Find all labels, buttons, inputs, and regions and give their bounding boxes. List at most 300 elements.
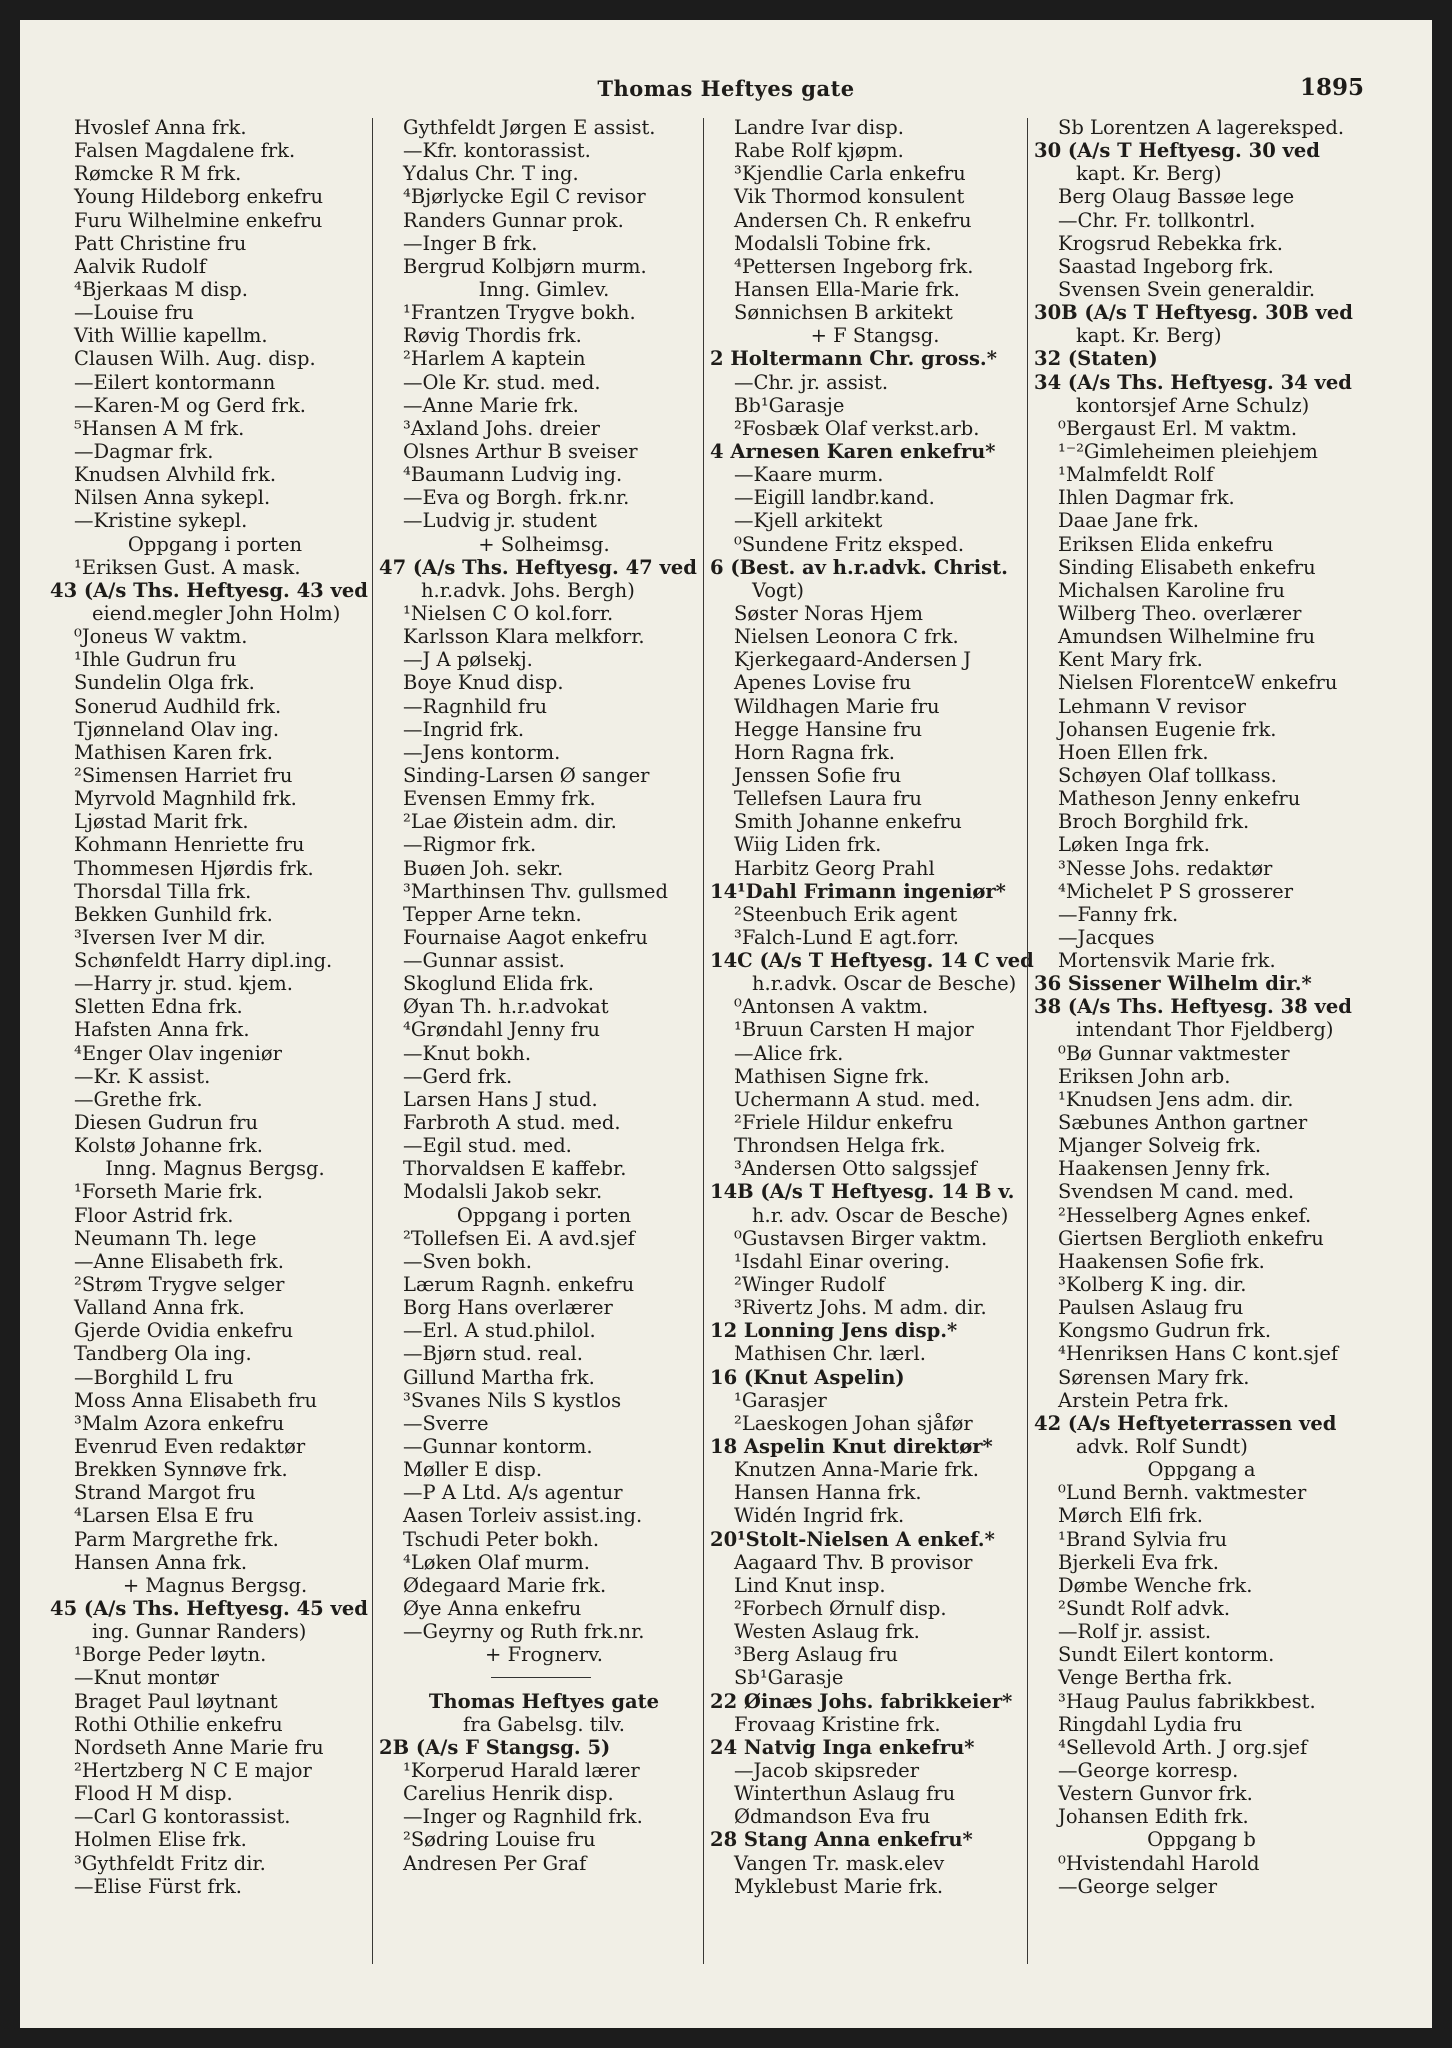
resident-entry: Daae Jane frk. — [1058, 509, 1199, 533]
resident-entry: —Eigill landbr.kand. — [734, 486, 935, 510]
resident-entry: ⁴Michelet P S grosserer — [1058, 879, 1294, 903]
resident-entry: —Karen-M og Gerd frk. — [74, 393, 306, 417]
house-number-entry: 18 Aspelin Knut direktør* — [710, 1435, 993, 1459]
house-number-entry: 14¹Dahl Frimann ingeniør* — [710, 879, 1006, 903]
resident-entry: Larsen Hans J stud. — [403, 1087, 598, 1111]
resident-entry: —Gerd frk. — [403, 1064, 513, 1088]
resident-entry: Rothi Othilie enkefru — [74, 1712, 283, 1736]
resident-entry: Jenssen Sofie fru — [734, 763, 902, 787]
house-number-entry: 20¹Stolt-Nielsen A enkef.* — [710, 1527, 995, 1551]
resident-entry: —Bjørn stud. real. — [403, 1342, 583, 1366]
resident-entry: —Gunnar kontorm. — [403, 1435, 593, 1459]
resident-entry: ²Sundt Rolf advk. — [1058, 1597, 1231, 1620]
resident-entry: —Rigmor frk. — [403, 833, 537, 857]
resident-entry: Ydalus Chr. T ing. — [403, 162, 579, 186]
resident-entry: Floor Astrid frk. — [74, 1203, 234, 1227]
resident-entry: ¹Bruun Carsten H major — [734, 1018, 974, 1042]
resident-entry: —Kjell arkitekt — [734, 509, 883, 533]
resident-entry: Holmen Elise frk. — [74, 1828, 247, 1852]
resident-entry: Buøen Joh. sekr. — [403, 856, 564, 880]
house-number-entry: 32 (Staten) — [1034, 347, 1158, 371]
resident-entry: Svendsen M cand. med. — [1058, 1180, 1295, 1204]
resident-entry: Rømcke R M frk. — [74, 162, 242, 186]
resident-entry: Braget Paul løytnant — [74, 1689, 278, 1713]
resident-entry: ⁰Sundene Fritz eksped. — [734, 532, 965, 556]
resident-entry: Widén Ingrid frk. — [734, 1504, 905, 1528]
resident-entry: Tepper Arne tekn. — [403, 902, 582, 926]
resident-entry: Mørch Elfi frk. — [1058, 1504, 1203, 1528]
resident-entry: ²Fosbæk Olaf verkst.arb. — [734, 416, 980, 440]
entry-continuation: h.r. adv. Oscar de Besche) — [752, 1203, 1009, 1227]
resident-entry: Aalvik Rudolf — [74, 254, 207, 278]
resident-entry: Aagaard Thv. B provisor — [734, 1550, 973, 1574]
resident-entry: Frovaag Kristine frk. — [734, 1712, 941, 1736]
resident-entry: —Chr. jr. assist. — [734, 370, 889, 394]
resident-entry: Kolstø Johanne frk. — [74, 1134, 263, 1158]
resident-entry: ³Kjendlie Carla enkefru — [734, 162, 966, 186]
resident-entry: Olsnes Arthur B sveiser — [403, 439, 638, 463]
resident-entry: ⁰Lund Bernh. vaktmester — [1058, 1481, 1307, 1505]
resident-entry: Knutzen Anna-Marie frk. — [734, 1458, 979, 1482]
resident-entry: Kjerkegaard-Andersen J — [734, 648, 972, 672]
resident-entry: Nielsen Leonora C frk. — [734, 625, 959, 649]
resident-entry: Evensen Emmy frk. — [403, 787, 596, 811]
resident-entry: —Jacob skipsreder — [734, 1758, 920, 1782]
resident-entry: Ihlen Dagmar frk. — [1058, 486, 1235, 510]
directory-column-2 — [379, 116, 709, 1956]
resident-entry: ³Rivertz Johs. M adm. dir. — [734, 1296, 987, 1320]
resident-entry: Kohmann Henriette fru — [74, 833, 305, 857]
resident-entry: Skoglund Elida frk. — [403, 972, 595, 996]
resident-entry: —Gunnar assist. — [403, 949, 565, 973]
resident-entry: Matheson Jenny enkefru — [1058, 787, 1301, 811]
house-number-entry: 22 Øinæs Johs. fabrikkeier* — [710, 1689, 1013, 1713]
resident-entry: Hansen Ella-Marie frk. — [734, 277, 960, 301]
resident-entry: Røvig Thordis frk. — [403, 324, 582, 348]
resident-entry: ⁴Pettersen Ingeborg frk. — [734, 254, 974, 278]
resident-entry: ¹Ihle Gudrun fru — [74, 648, 237, 672]
resident-entry: Winterthun Aslaug fru — [734, 1782, 956, 1806]
resident-entry: —Eilert kontormann — [74, 370, 276, 394]
resident-entry: ²Winger Rudolf — [734, 1273, 885, 1297]
resident-entry: Wilberg Theo. overlærer — [1058, 601, 1302, 625]
resident-entry: Sinding-Larsen Ø sanger — [403, 763, 650, 787]
resident-entry: Westen Aslaug frk. — [734, 1620, 920, 1644]
resident-entry: ²Friele Hildur enkefru — [734, 1111, 954, 1135]
resident-entry: Harbitz Georg Prahl — [734, 856, 935, 880]
house-number-entry: 42 (A/s Heftyeterrassen ved — [1034, 1411, 1337, 1435]
resident-entry: Mathisen Karen frk. — [74, 740, 273, 764]
resident-entry: ¹Forseth Marie frk. — [74, 1180, 263, 1204]
resident-entry: Saastad Ingeborg frk. — [1058, 254, 1274, 278]
resident-entry: Moss Anna Elisabeth fru — [74, 1388, 317, 1412]
resident-entry: ²Steenbuch Erik agent — [734, 902, 958, 926]
resident-entry: ³Falch-Lund E agt.forr. — [734, 925, 959, 949]
resident-entry: —Ragnhild fru — [403, 694, 548, 718]
resident-entry: Wildhagen Marie fru — [734, 694, 940, 718]
resident-entry: ¹Isdahl Einar overing. — [734, 1249, 950, 1273]
house-number-entry: 36 Sissener Wilhelm dir.* — [1034, 972, 1312, 996]
house-number-entry: 2B (A/s F Stangsg. 5) — [379, 1735, 611, 1759]
resident-entry: —Grethe frk. — [74, 1087, 203, 1111]
resident-entry: Sundelin Olga frk. — [74, 671, 255, 695]
resident-entry: Sæbunes Anthon gartner — [1058, 1111, 1308, 1135]
resident-entry: ¹Nielsen C O kol.forr. — [403, 601, 614, 625]
resident-entry: Eriksen Elida enkefru — [1058, 532, 1274, 556]
resident-entry: Rabe Rolf kjøpm. — [734, 139, 904, 163]
resident-entry: ³Marthinsen Thv. gullsmed — [403, 879, 668, 903]
resident-entry: Vith Willie kapellm. — [74, 324, 268, 348]
resident-entry: Mathisen Chr. lærl. — [734, 1342, 926, 1366]
resident-entry: ³Andersen Otto salgssjef — [734, 1157, 977, 1181]
resident-entry: Haakensen Sofie frk. — [1058, 1249, 1265, 1273]
resident-entry: —Knut montør — [74, 1666, 219, 1690]
resident-entry: Vik Thormod konsulent — [734, 185, 965, 209]
resident-entry: Valland Anna frk. — [74, 1296, 245, 1320]
resident-entry: Paulsen Aslaug fru — [1058, 1296, 1244, 1320]
resident-entry: —Dagmar frk. — [74, 439, 214, 463]
resident-entry: Sørensen Mary frk. — [1058, 1365, 1250, 1389]
resident-entry: —Ingrid frk. — [403, 717, 525, 741]
resident-entry: Boye Knud disp. — [403, 671, 564, 695]
street-marker: Oppgang i porten — [456, 1203, 632, 1227]
resident-entry: ³Gythfeldt Fritz dir. — [74, 1851, 266, 1875]
resident-entry: ⁴Sellevold Arth. J org.sjef — [1058, 1735, 1308, 1759]
resident-entry: Schønfeldt Harry dipl.ing. — [74, 949, 333, 973]
house-number-entry: 47 (A/s Ths. Heftyesg. 47 ved — [379, 555, 697, 579]
resident-entry: ⁵Hansen A M frk. — [74, 416, 245, 440]
resident-entry: Thorsdal Tilla frk. — [74, 879, 252, 903]
resident-entry: Ødmandson Eva fru — [734, 1805, 931, 1829]
resident-entry: Mjanger Solveig frk. — [1058, 1134, 1262, 1158]
resident-entry: ⁴Bjerkaas M disp. — [74, 277, 248, 301]
entry-continuation: h.r.advk. Oscar de Besche) — [752, 972, 1017, 996]
page-number: 1895 — [1299, 74, 1364, 101]
resident-entry: Hoen Ellen frk. — [1058, 740, 1209, 764]
resident-entry: ⁴Baumann Ludvig ing. — [403, 463, 623, 487]
resident-entry: Tschudi Peter bokh. — [403, 1527, 600, 1551]
resident-entry: ¹Eriksen Gust. A mask. — [74, 555, 301, 579]
resident-entry: Smith Johanne enkefru — [734, 810, 962, 834]
resident-entry: Eriksen John arb. — [1058, 1064, 1231, 1088]
resident-entry: Borg Hans overlærer — [403, 1296, 613, 1320]
resident-entry: —Anne Marie frk. — [403, 393, 579, 417]
entry-continuation: Vogt) — [752, 578, 804, 602]
resident-entry: ²Hesselberg Agnes enkef. — [1058, 1203, 1312, 1227]
resident-entry: Strand Margot fru — [74, 1481, 256, 1505]
resident-entry: Berg Olaug Bassøe lege — [1058, 185, 1295, 209]
resident-entry: —Harry jr. stud. kjem. — [74, 972, 293, 996]
resident-entry: ¹⁻²Gimleheimen pleiehjem — [1058, 439, 1318, 463]
directory-column-4 — [1034, 116, 1369, 1956]
house-number-entry: 30B (A/s T Heftyesg. 30B ved — [1034, 301, 1353, 325]
resident-entry: ²Laeskogen Johan sjåfør — [734, 1411, 973, 1435]
column-divider — [703, 118, 704, 1964]
resident-entry: —Egil stud. med. — [403, 1134, 572, 1158]
resident-entry: —Kaare murm. — [734, 463, 884, 487]
resident-entry: Wiig Liden frk. — [734, 833, 882, 857]
resident-entry: Michalsen Karoline fru — [1058, 578, 1285, 602]
section-rule — [379, 1666, 709, 1689]
resident-entry: ⁴Enger Olav ingeniør — [74, 1041, 282, 1065]
resident-entry: Hansen Hanna frk. — [734, 1481, 922, 1505]
directory-page — [20, 20, 1432, 2028]
resident-entry: ⁰Antonsen A vaktm. — [734, 995, 929, 1019]
resident-entry: Sb Lorentzen A lagereksped. — [1058, 116, 1345, 139]
entry-continuation: intendant Thor Fjeldberg) — [1076, 1018, 1334, 1042]
resident-entry: Thorvaldsen E kaffebr. — [403, 1157, 627, 1181]
resident-entry: Sundt Eilert kontorm. — [1058, 1643, 1275, 1667]
resident-entry: Karlsson Klara melkforr. — [403, 625, 645, 649]
resident-entry: Lehmann V revisor — [1058, 694, 1246, 718]
resident-entry: Modalsli Jakob sekr. — [403, 1180, 603, 1204]
resident-entry: Tellefsen Laura fru — [734, 787, 922, 811]
street-marker: Oppgang b — [1147, 1828, 1256, 1852]
resident-entry: —George selger — [1058, 1874, 1218, 1898]
resident-entry: Falsen Magdalene frk. — [74, 139, 296, 163]
resident-entry: Hvoslef Anna frk. — [74, 116, 247, 139]
resident-entry: ³Nesse Johs. redaktør — [1058, 856, 1273, 880]
resident-entry: Tandberg Ola ing. — [74, 1342, 252, 1366]
resident-entry: ¹Korperud Harald lærer — [403, 1758, 640, 1782]
resident-entry: ³Axland Johs. dreier — [403, 416, 600, 440]
resident-entry: Nordseth Anne Marie fru — [74, 1735, 324, 1759]
resident-entry: Kongsmo Gudrun frk. — [1058, 1319, 1272, 1343]
resident-entry: Amundsen Wilhelmine fru — [1058, 625, 1316, 649]
resident-entry: Sletten Edna frk. — [74, 995, 243, 1019]
page-title: Thomas Heftyes gate — [597, 76, 855, 101]
resident-entry: Gythfeldt Jørgen E assist. — [403, 116, 656, 139]
resident-entry: Bjerkeli Eva frk. — [1058, 1550, 1219, 1574]
street-marker: + F Stangsg. — [810, 324, 940, 348]
resident-entry: —Kr. K assist. — [74, 1064, 211, 1088]
resident-entry: —George korresp. — [1058, 1758, 1239, 1782]
resident-entry: ³Berg Aslaug fru — [734, 1643, 898, 1667]
resident-entry: Svensen Svein generaldir. — [1058, 277, 1316, 301]
resident-entry: Johansen Edith frk. — [1058, 1805, 1249, 1829]
resident-entry: ³Haug Paulus fabrikkbest. — [1058, 1689, 1316, 1713]
column-divider — [1027, 118, 1028, 1964]
resident-entry: —Sven bokh. — [403, 1249, 532, 1273]
resident-entry: —Jens kontorm. — [403, 740, 561, 764]
resident-entry: Nilsen Anna sykepl. — [74, 486, 271, 510]
resident-entry: Johansen Eugenie frk. — [1058, 717, 1277, 741]
resident-entry: —Ludvig jr. student — [403, 509, 597, 533]
resident-entry: ⁰Joneus W vaktm. — [74, 625, 248, 649]
house-number-entry: 43 (A/s Ths. Heftyesg. 43 ved — [50, 578, 368, 602]
resident-entry: Ringdahl Lydia fru — [1058, 1712, 1243, 1736]
resident-entry: ²Tollefsen Ei. A avd.sjef — [403, 1226, 635, 1250]
resident-entry: Modalsli Tobine frk. — [734, 231, 932, 255]
resident-entry: Flood H M disp. — [74, 1782, 233, 1806]
resident-entry: —Alice frk. — [734, 1041, 844, 1065]
resident-entry: ⁰Bø Gunnar vaktmester — [1058, 1041, 1290, 1065]
resident-entry: Giertsen Berglioth enkefru — [1058, 1226, 1324, 1250]
resident-entry: Neumann Th. lege — [74, 1226, 257, 1250]
street-marker: + Solheimsg. — [478, 532, 610, 556]
street-marker: Oppgang i porten — [127, 532, 303, 556]
resident-entry: —Eva og Borgh. frk.nr. — [403, 486, 630, 510]
resident-entry: —Rolf jr. assist. — [1058, 1620, 1212, 1644]
resident-entry: ³Malm Azora enkefru — [74, 1411, 285, 1435]
house-number-entry: 12 Lonning Jens disp.* — [710, 1319, 958, 1343]
resident-entry: —Geyrny og Ruth frk.nr. — [403, 1620, 645, 1644]
resident-entry: ¹Brand Sylvia fru — [1058, 1527, 1228, 1551]
resident-entry: —Louise fru — [74, 301, 194, 325]
resident-entry: Diesen Gudrun fru — [74, 1111, 259, 1135]
resident-entry: Horn Ragna frk. — [734, 740, 895, 764]
resident-entry: —Jacques — [1058, 925, 1155, 949]
house-number-entry: 45 (A/s Ths. Heftyesg. 45 ved — [50, 1597, 368, 1620]
resident-entry: —Knut bokh. — [403, 1041, 532, 1065]
resident-entry: ³Kolberg K ing. dir. — [1058, 1273, 1247, 1297]
resident-entry: Tjønneland Olav ing. — [74, 717, 280, 741]
resident-entry: —Inger B frk. — [403, 231, 538, 255]
resident-entry: Fournaise Aagot enkefru — [403, 925, 648, 949]
house-number-entry: 6 (Best. av h.r.advk. Christ. — [710, 555, 1008, 579]
resident-entry: Venge Bertha frk. — [1058, 1666, 1233, 1690]
house-number-entry: 30 (A/s T Heftyesg. 30 ved — [1034, 139, 1320, 163]
resident-entry: Ljøstad Marit frk. — [74, 810, 249, 834]
resident-entry: ⁴Bjørlycke Egil C revisor — [403, 185, 646, 209]
entry-continuation: kapt. Kr. Berg) — [1076, 324, 1222, 348]
resident-entry: ²Hertzberg N C E major — [74, 1758, 312, 1782]
resident-entry: —Erl. A stud.philol. — [403, 1319, 596, 1343]
resident-entry: Knudsen Alvhild frk. — [74, 463, 277, 487]
house-number-entry: 38 (A/s Ths. Heftyesg. 38 ved — [1034, 995, 1352, 1019]
resident-entry: ⁴Løken Olaf murm. — [403, 1550, 590, 1574]
resident-entry: Haakensen Jenny frk. — [1058, 1157, 1271, 1181]
resident-entry: —Fanny frk. — [1058, 902, 1179, 926]
entry-continuation: ing. Gunnar Randers) — [92, 1620, 307, 1644]
entry-continuation: kontorsjef Arne Schulz) — [1076, 393, 1310, 417]
resident-entry: ¹Garasjer — [734, 1388, 827, 1412]
resident-entry: Gillund Martha frk. — [403, 1365, 595, 1389]
resident-entry: Randers Gunnar prok. — [403, 208, 624, 232]
resident-entry: Øyan Th. h.r.advokat — [403, 995, 609, 1019]
resident-entry: Landre Ivar disp. — [734, 116, 904, 139]
street-marker: + Frognerv. — [485, 1643, 603, 1667]
entry-continuation: eiend.megler John Holm) — [92, 601, 341, 625]
resident-entry: Myrvold Magnhild frk. — [74, 787, 297, 811]
house-number-entry: 16 (Knut Aspelin) — [710, 1365, 905, 1389]
resident-entry: Hafsten Anna frk. — [74, 1018, 250, 1042]
house-number-entry: 14B (A/s T Heftyesg. 14 B v. — [710, 1180, 1015, 1204]
resident-entry: —Kfr. kontorassist. — [403, 139, 591, 163]
resident-entry: ⁰Gustavsen Birger vaktm. — [734, 1226, 988, 1250]
street-marker: Oppgang a — [1147, 1458, 1256, 1482]
resident-entry: Bekken Gunhild frk. — [74, 902, 273, 926]
street-marker: fra Gabelsg. tilv. — [463, 1712, 625, 1736]
resident-entry: ⁴Larsen Elsa E fru — [74, 1504, 254, 1528]
house-number-entry: 4 Arnesen Karen enkefru* — [710, 439, 996, 463]
resident-entry: ¹Borge Peder løytn. — [74, 1643, 267, 1667]
resident-entry: Bergrud Kolbjørn murm. — [403, 254, 647, 278]
resident-entry: Evenrud Even redaktør — [74, 1435, 306, 1459]
house-number-entry: 34 (A/s Ths. Heftyesg. 34 ved — [1034, 370, 1352, 394]
resident-entry: ⁰Hvistendahl Harold — [1058, 1851, 1260, 1875]
house-number-entry: 2 Holtermann Chr. gross.* — [710, 347, 997, 371]
directory-column-3 — [710, 116, 1040, 1956]
resident-entry: ²Harlem A kaptein — [403, 347, 586, 371]
resident-entry: —Ole Kr. stud. med. — [403, 370, 601, 394]
resident-entry: Throndsen Helga frk. — [734, 1134, 946, 1158]
resident-entry: Møller E disp. — [403, 1458, 543, 1482]
resident-entry: Farbroth A stud. med. — [403, 1111, 621, 1135]
street-marker: + Magnus Bergsg. — [122, 1573, 308, 1597]
resident-entry: Thommesen Hjørdis frk. — [74, 856, 314, 880]
street-marker: Inng. Gimlev. — [478, 277, 610, 301]
resident-entry: Lind Knut insp. — [734, 1573, 886, 1597]
resident-entry: ⁴Grøndahl Jenny fru — [403, 1018, 600, 1042]
resident-entry: —J A pølsekj. — [403, 648, 533, 672]
resident-entry: Young Hildeborg enkefru — [74, 185, 323, 209]
resident-entry: Parm Margrethe frk. — [74, 1527, 279, 1551]
resident-entry: ³Iversen Iver M dir. — [74, 925, 266, 949]
resident-entry: Sønnichsen B arkitekt — [734, 301, 953, 325]
resident-entry: Arstein Petra frk. — [1058, 1388, 1230, 1412]
street-marker: Thomas Heftyes gate — [428, 1689, 660, 1713]
column-divider — [372, 118, 373, 1964]
resident-entry: —Chr. Fr. tollkontrl. — [1058, 208, 1256, 232]
resident-entry: ²Forbech Ørnulf disp. — [734, 1597, 947, 1620]
resident-entry: Gjerde Ovidia enkefru — [74, 1319, 294, 1343]
resident-entry: ²Sødring Louise fru — [403, 1828, 596, 1852]
resident-entry: Brekken Synnøve frk. — [74, 1458, 288, 1482]
resident-entry: ⁴Henriksen Hans C kont.sjef — [1058, 1342, 1339, 1366]
resident-entry: Hegge Hansine fru — [734, 717, 923, 741]
resident-entry: Nielsen FlorentceW enkefru — [1058, 671, 1338, 695]
resident-entry: Mortensvik Marie frk. — [1058, 949, 1276, 973]
resident-entry: Apenes Lovise fru — [734, 671, 912, 695]
resident-entry: ³Svanes Nils S kystlos — [403, 1388, 622, 1412]
resident-entry: Dømbe Wenche frk. — [1058, 1573, 1253, 1597]
resident-entry: —Borghild L fru — [74, 1365, 234, 1389]
resident-entry: —Carl G kontorassist. — [74, 1805, 291, 1829]
resident-entry: Hansen Anna frk. — [74, 1550, 248, 1574]
house-number-entry: 28 Stang Anna enkefru* — [710, 1828, 973, 1852]
resident-entry: Kent Mary frk. — [1058, 648, 1203, 672]
resident-entry: Øye Anna enkefru — [403, 1597, 582, 1620]
resident-entry: Sonerud Audhild frk. — [74, 694, 282, 718]
resident-entry: ⁰Bergaust Erl. M vaktm. — [1058, 416, 1298, 440]
resident-entry: ²Lae Øistein adm. dir. — [403, 810, 617, 834]
resident-entry: Aasen Torleiv assist.ing. — [403, 1504, 643, 1528]
resident-entry: —Anne Elisabeth frk. — [74, 1249, 284, 1273]
resident-entry: Andresen Per Graf — [403, 1851, 587, 1875]
resident-entry: Patt Christine fru — [74, 231, 247, 255]
resident-entry: Vestern Gunvor frk. — [1058, 1782, 1253, 1806]
resident-entry: Uchermann A stud. med. — [734, 1087, 981, 1111]
entry-continuation: kapt. Kr. Berg) — [1076, 162, 1222, 186]
resident-entry: Sinding Elisabeth enkefru — [1058, 555, 1316, 579]
resident-entry: Andersen Ch. R enkefru — [734, 208, 972, 232]
resident-entry: Lærum Ragnh. enkefru — [403, 1273, 635, 1297]
resident-entry: Løken Inga frk. — [1058, 833, 1210, 857]
resident-entry: ¹Knudsen Jens adm. dir. — [1058, 1087, 1294, 1111]
resident-entry: Schøyen Olaf tollkass. — [1058, 763, 1277, 787]
entry-continuation: advk. Rolf Sundt) — [1076, 1435, 1248, 1459]
resident-entry: Clausen Wilh. Aug. disp. — [74, 347, 316, 371]
resident-entry: Carelius Henrik disp. — [403, 1782, 614, 1806]
resident-entry: Søster Noras Hjem — [734, 601, 924, 625]
resident-entry: Broch Borghild frk. — [1058, 810, 1250, 834]
resident-entry: Krogsrud Rebekka frk. — [1058, 231, 1283, 255]
house-number-entry: 24 Natvig Inga enkefru* — [710, 1735, 975, 1759]
house-number-entry: 14C (A/s T Heftyesg. 14 C ved — [710, 949, 1034, 973]
resident-entry: ²Simensen Harriet fru — [74, 763, 293, 787]
resident-entry: —Kristine sykepl. — [74, 509, 248, 533]
